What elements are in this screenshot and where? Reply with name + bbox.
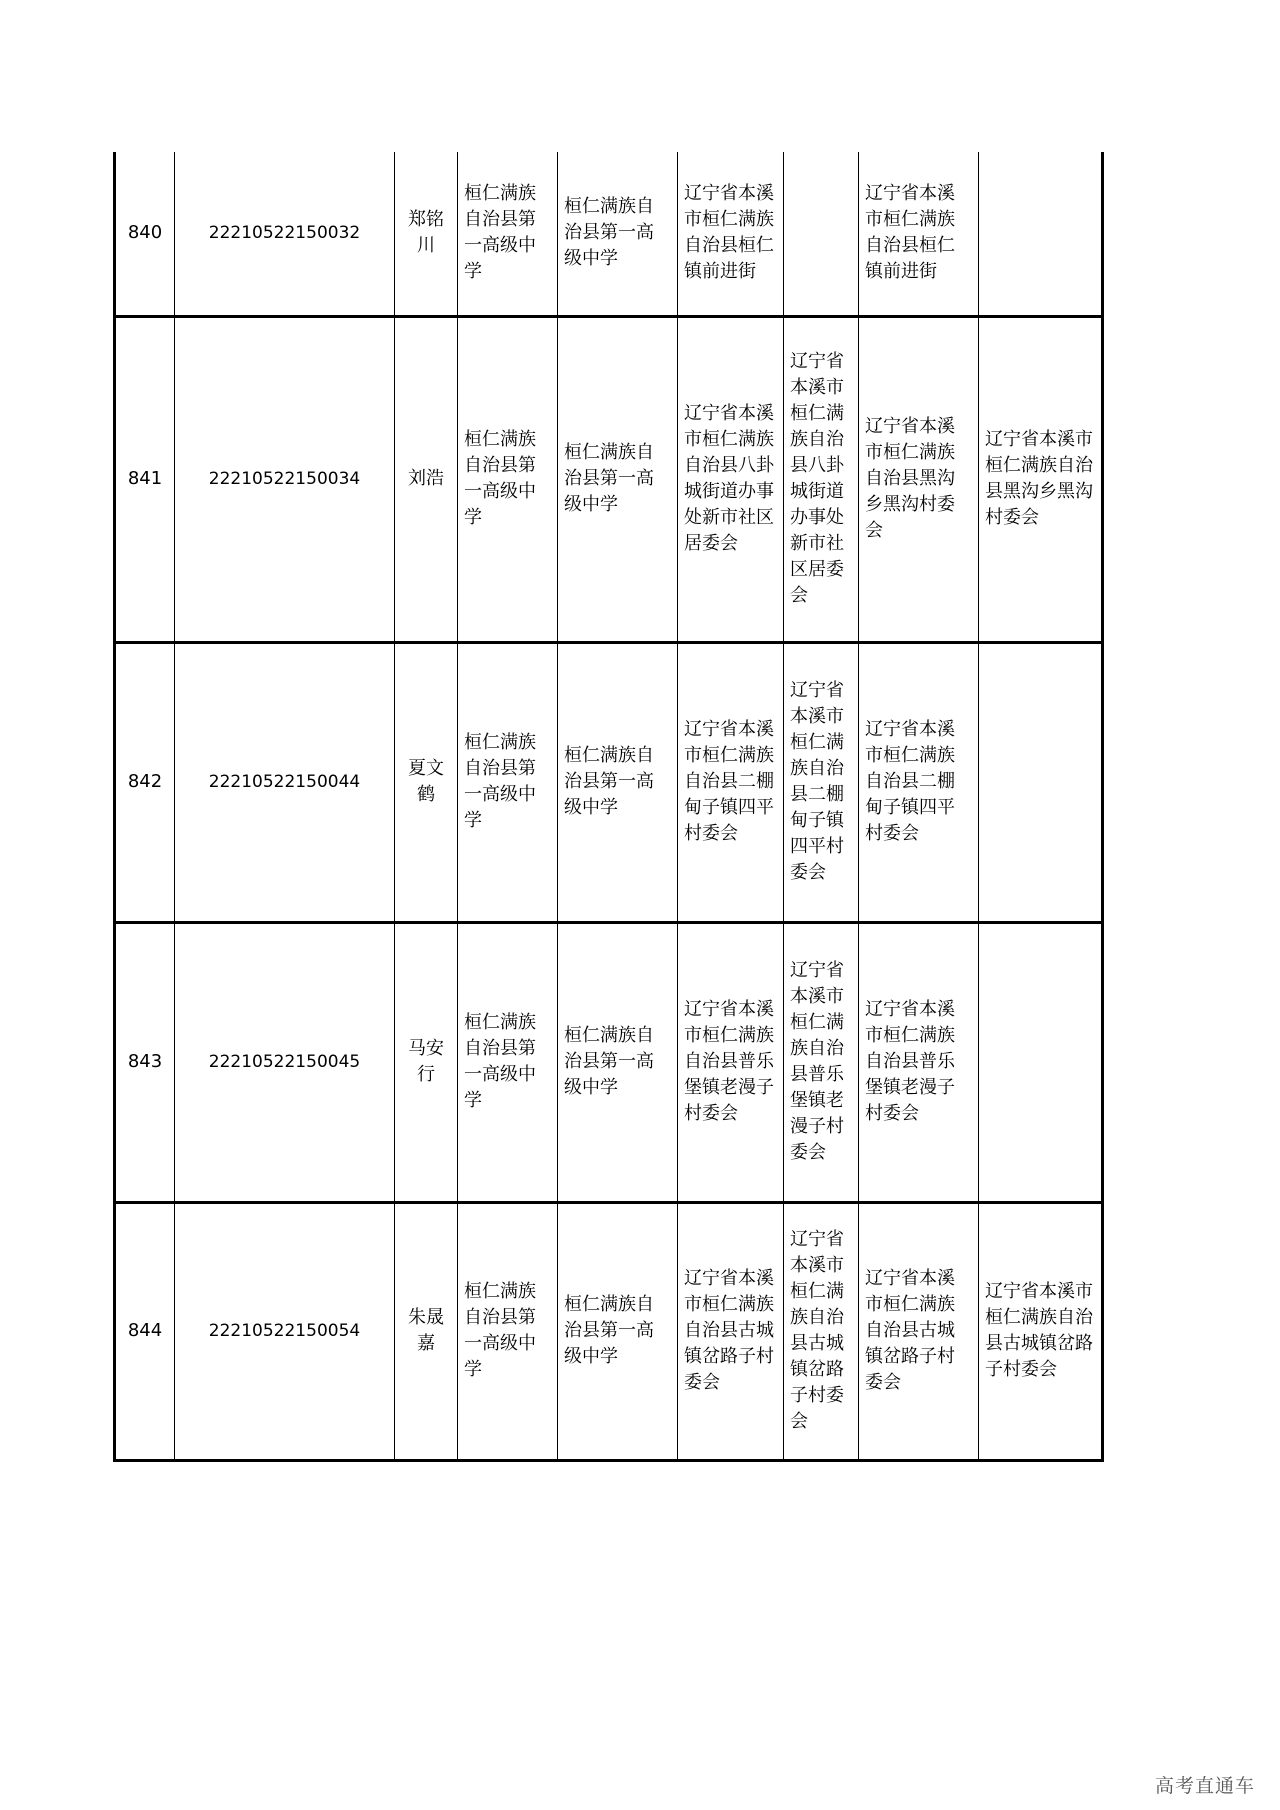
cell-address-1: 辽宁省本溪市桓仁满族自治县二棚甸子镇四平村委会 (678, 642, 784, 922)
cell-address-2: 辽宁省本溪市桓仁满族自治县古城镇岔路子村委会 (784, 1202, 859, 1460)
cell-graduated-school: 桓仁满族自治县第一高级中学 (558, 642, 678, 922)
table-row (115, 1202, 1103, 1460)
cell-graduated-school: 桓仁满族自治县第一高级中学 (558, 1202, 678, 1460)
cell-exam-id: 22210522150032 (175, 152, 395, 316)
cell-address-3: 辽宁省本溪市桓仁满族自治县桓仁镇前进街 (859, 152, 979, 316)
cell-number: 841 (115, 316, 175, 642)
cell-number: 843 (115, 922, 175, 1202)
table-row (115, 152, 1103, 316)
cell-address-4 (979, 642, 1103, 922)
table-row (115, 316, 1103, 642)
cell-exam-id: 22210522150044 (175, 642, 395, 922)
cell-school: 桓仁满族自治县第一高级中学 (458, 316, 558, 642)
watermark-text: 高考直通车 (1154, 1775, 1255, 1797)
cell-address-4: 辽宁省本溪市桓仁满族自治县古城镇岔路子村委会 (979, 1202, 1103, 1460)
cell-student-name: 朱晟嘉 (395, 1202, 458, 1460)
roster-body (115, 152, 1103, 1460)
cell-exam-id: 22210522150045 (175, 922, 395, 1202)
table-row (115, 922, 1103, 1202)
cell-address-1: 辽宁省本溪市桓仁满族自治县八卦城街道办事处新市社区居委会 (678, 316, 784, 642)
cell-school: 桓仁满族自治县第一高级中学 (458, 642, 558, 922)
cell-address-1: 辽宁省本溪市桓仁满族自治县普乐堡镇老漫子村委会 (678, 922, 784, 1202)
cell-address-1: 辽宁省本溪市桓仁满族自治县桓仁镇前进街 (678, 152, 784, 316)
cell-school: 桓仁满族自治县第一高级中学 (458, 922, 558, 1202)
cell-address-4 (979, 152, 1103, 316)
cell-student-name: 夏文鹤 (395, 642, 458, 922)
cell-student-name: 郑铭川 (395, 152, 458, 316)
cell-number: 844 (115, 1202, 175, 1460)
cell-address-4: 辽宁省本溪市桓仁满族自治县黑沟乡黑沟村委会 (979, 316, 1103, 642)
cell-graduated-school: 桓仁满族自治县第一高级中学 (558, 152, 678, 316)
cell-address-3: 辽宁省本溪市桓仁满族自治县古城镇岔路子村委会 (859, 1202, 979, 1460)
cell-exam-id: 22210522150054 (175, 1202, 395, 1460)
cell-student-name: 刘浩 (395, 316, 458, 642)
cell-address-3: 辽宁省本溪市桓仁满族自治县普乐堡镇老漫子村委会 (859, 922, 979, 1202)
table-row (115, 642, 1103, 922)
cell-address-2: 辽宁省本溪市桓仁满族自治县八卦城街道办事处新市社区居委会 (784, 316, 859, 642)
cell-address-2: 辽宁省本溪市桓仁满族自治县普乐堡镇老漫子村委会 (784, 922, 859, 1202)
cell-address-1: 辽宁省本溪市桓仁满族自治县古城镇岔路子村委会 (678, 1202, 784, 1460)
cell-exam-id: 22210522150034 (175, 316, 395, 642)
cell-number: 840 (115, 152, 175, 316)
cell-student-name: 马安行 (395, 922, 458, 1202)
cell-address-2: 辽宁省本溪市桓仁满族自治县二棚甸子镇四平村委会 (784, 642, 859, 922)
cell-address-2 (784, 152, 859, 316)
cell-number: 842 (115, 642, 175, 922)
cell-address-3: 辽宁省本溪市桓仁满族自治县二棚甸子镇四平村委会 (859, 642, 979, 922)
cell-graduated-school: 桓仁满族自治县第一高级中学 (558, 922, 678, 1202)
cell-address-3: 辽宁省本溪市桓仁满族自治县黑沟乡黑沟村委会 (859, 316, 979, 642)
roster-table (113, 152, 1104, 1462)
cell-graduated-school: 桓仁满族自治县第一高级中学 (558, 316, 678, 642)
cell-address-4 (979, 922, 1103, 1202)
cell-school: 桓仁满族自治县第一高级中学 (458, 152, 558, 316)
cell-school: 桓仁满族自治县第一高级中学 (458, 1202, 558, 1460)
